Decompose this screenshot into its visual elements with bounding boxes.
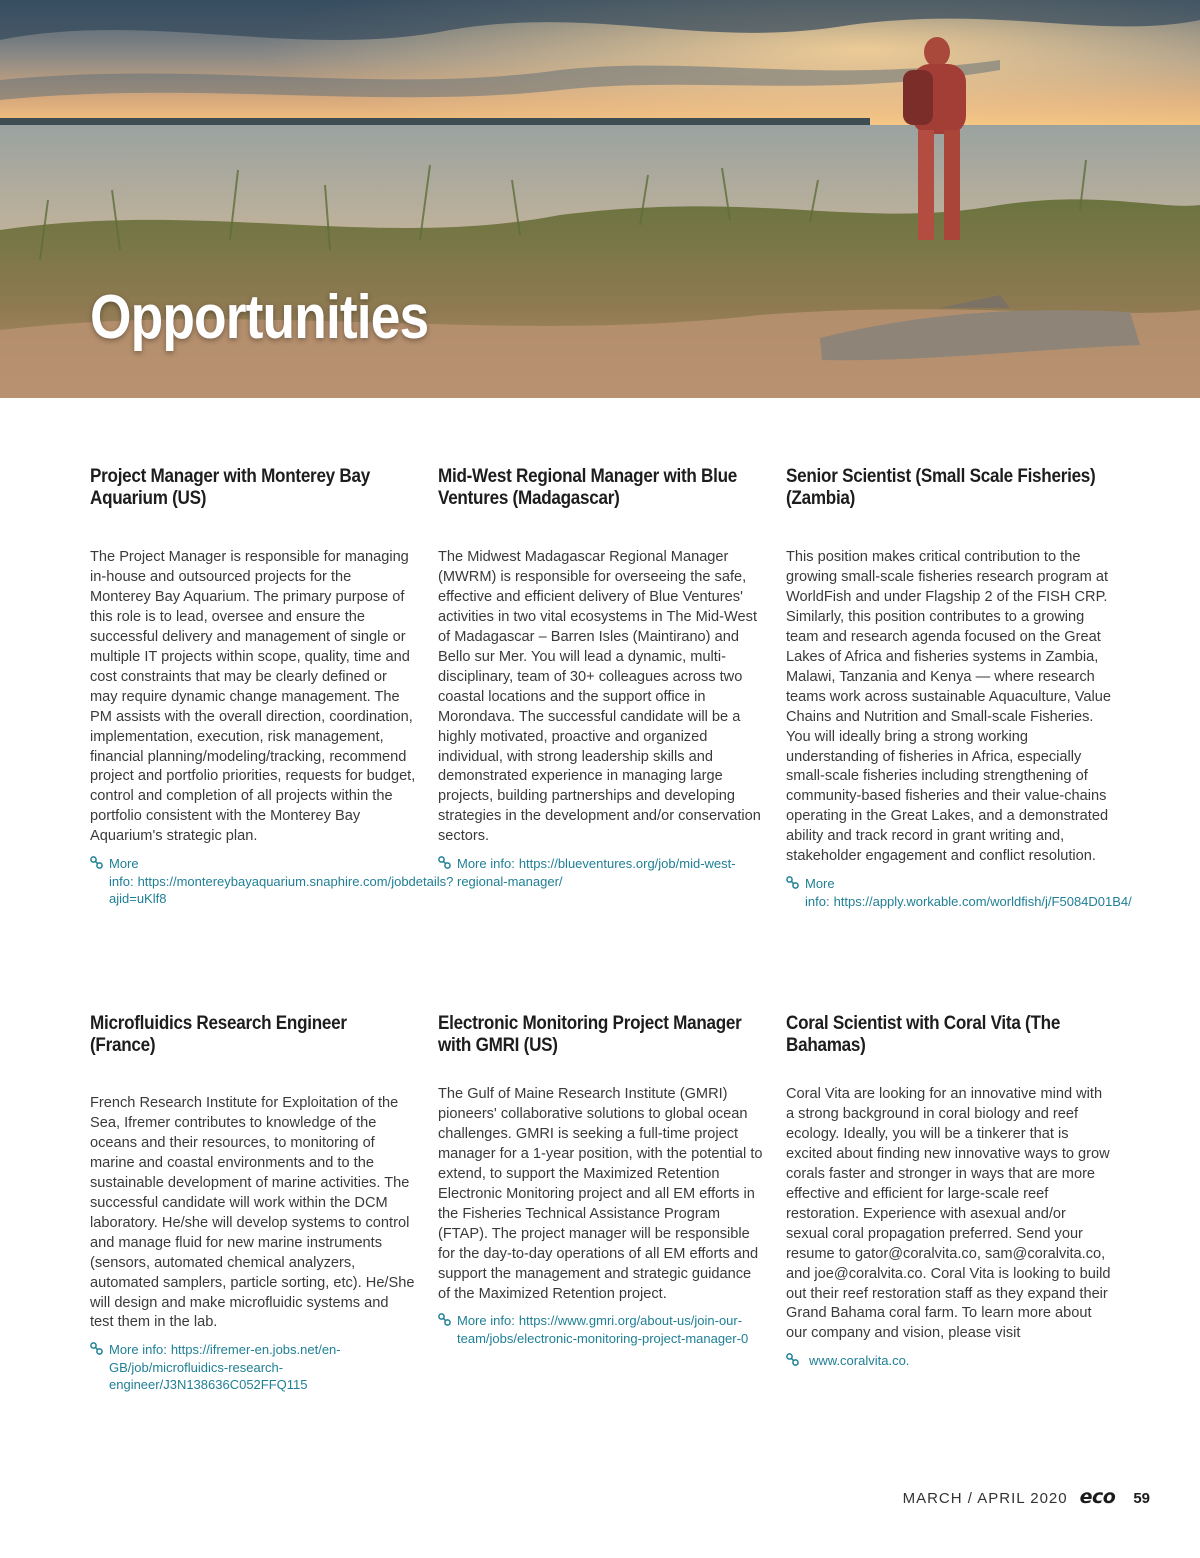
link-icon [786,876,799,889]
job-listing [786,466,1132,910]
magazine-logo: eco [1079,1486,1116,1508]
link-icon [786,1353,799,1366]
page-title: Opportunities [90,283,429,352]
job-title: Project Manager with Monterey Bay Aquarium (US) [90,466,370,509]
distant-shore [0,118,870,126]
issue-date: MARCH / APRIL 2020 [902,1490,1068,1507]
more-info-url[interactable]: www.coralvita.co. [809,1353,910,1369]
link-icon [90,1342,103,1355]
more-info-url[interactable]: https://apply.workable.com/worldfish/j/F5084D01B4/ [833,893,1132,909]
job-description: The Gulf of Maine Research Institute (GMRI) pioneers' collaborative solutions to global ocean challenges. GMRI is seeking a full-time project manager for a 1-year position, with the potential to extend, to support the Maximized Retention Electronic Monitoring project and all EM efforts in the Fisheries Technical Assistance Program (FTAP). The project manager will be responsible for the day-to-day operations of all EM efforts and support the management and strategic guidance of the Maximized Retention project. [438,1086,763,1302]
job-title: Mid-West Regional Manager with Blue Ventures (Madagascar) [438,466,738,509]
more-info-label: More info: [109,1342,167,1358]
job-description: The Midwest Madagascar Regional Manager (MWRM) is responsible for overseeing the safe, effective and efficient delivery of Blue Ventures' activities in two vital ecosystems in The Mid-West of Madagascar – Barren Isles (Maintirano) and Bello sur Mer. You will lead a dynamic, multi-disciplinary, team of 30+ colleagues across two coastal locations and the support office in Morondava. The successful candidate will be a highly motivated, proactive and organized individual, with strong leadership skills and demonstrated experience in managing large projects, building partnerships and developing strategies in the development and/or conservation sectors. [438,549,761,845]
link-icon [438,856,451,869]
hero-photo [0,0,1200,398]
job-listing [786,1013,1112,1370]
more-info-label: More info: [109,856,139,889]
more-info-label: More info: [457,856,515,872]
more-info-label: More info: [805,876,835,909]
job-description: French Research Institute for Exploitation of the Sea, Ifremer contributes to knowledge of the oceans and their resources, to monitoring of marine and coastal environments and to the sustainable development of marine activities. The successful candidate will work within the DCM laboratory. He/she will develop systems to control and manage fluid for new marine instruments (sensors, automated chemical analyzers, automated samplers, particle sorting, etc). He/She will design and make microfluidic systems and test them in the lab. [90,1095,415,1331]
job-description: Coral Vita are looking for an innovative mind with a strong background in coral biology and reef ecology. Ideally, you will be a tinkerer that is excited about finding new innovative ways to grow corals faster and stronger in ways that are more effective and efficient for large-scale reef restoration. Experience with asexual and/or sexual coral propagation preferred. Send your resume to gator@coralvita.co, sam@coralvita.co, and joe@coralvita.co. Coral Vita is looking to build out their reef restoration staff as they expand their Grand Bahama coral farm. To learn more about our company and vision, please visit [786,1086,1111,1342]
more-info-url[interactable]: https://blueventures.org/job/mid-west-regional-manager/ [457,856,736,889]
job-description: This position makes critical contribution to the growing small-scale fisheries research program at WorldFish and under Flagship 2 of the FISH CRP. Similarly, this position contributes to a growing team and research agenda focused on the Great Lakes of Africa and fisheries systems in Zambia, Malawi, Tanzania and Kenya — where research teams work across sustainable Aquaculture, Value Chains and Nutrition and Small-scale Fisheries. You will ideally bring a strong working understanding of fisheries in Africa, especially small-scale fisheries including strengthening of community-based fisheries and their value-chains operating in the Great Lakes, and a demonstrated ability and track record in grant writing and, stakeholder engagement and conflict resolution. [786,549,1112,865]
job-description: The Project Manager is responsible for managing in-house and outsourced projects for the Monterey Bay Aquarium. The primary purpose of this role is to lead, oversee and ensure the successful delivery and management of single or multiple IT projects within scope, quality, time and cost constraints that may be clearly defined or may require dynamic change management. The PM assists with the overall direction, coordination, implementation, execution, risk management, financial planning/modeling/tracking, recommend project and portfolio priorities, requests for budget, control and completion of all projects within the portfolio consistent with the Monterey Bay Aquarium's strategic plan. [90,549,416,845]
more-info-link[interactable] [786,1352,1112,1370]
page-footer [903,1486,1150,1508]
job-title: Senior Scientist (Small Scale Fisheries) (Zambia) [786,466,1096,509]
link-icon [438,1313,451,1326]
job-listing [438,466,764,890]
job-title: Electronic Monitoring Project Manager with GMRI (US) [438,1013,742,1056]
more-info-url[interactable]: https://www.gmri.org/about-us/join-our-team/jobs/electronic-monitoring-project-manager-0 [457,1313,749,1346]
more-info-url[interactable]: https://montereybayaquarium.snaphire.com/jobdetails?ajid=uKlf8 [109,873,454,907]
more-info-label: More info: [457,1313,515,1329]
more-info-link[interactable] [90,855,454,908]
page-number: 59 [1133,1490,1150,1507]
job-listing [90,1013,416,1394]
link-icon [90,856,103,869]
job-listing [90,466,454,908]
job-listing [438,1013,764,1347]
more-info-link[interactable] [438,855,764,890]
more-info-link[interactable] [438,1312,764,1347]
job-title: Microfluidics Research Engineer (France) [90,1013,347,1056]
job-title: Coral Scientist with Coral Vita (The Bahamas) [786,1013,1061,1056]
more-info-link[interactable] [786,875,1132,910]
more-info-url[interactable]: https://ifremer-en.jobs.net/en-GB/job/microfluidics-research-engineer/J3N138636C052FFQ115 [109,1342,341,1393]
more-info-link[interactable] [90,1341,416,1394]
